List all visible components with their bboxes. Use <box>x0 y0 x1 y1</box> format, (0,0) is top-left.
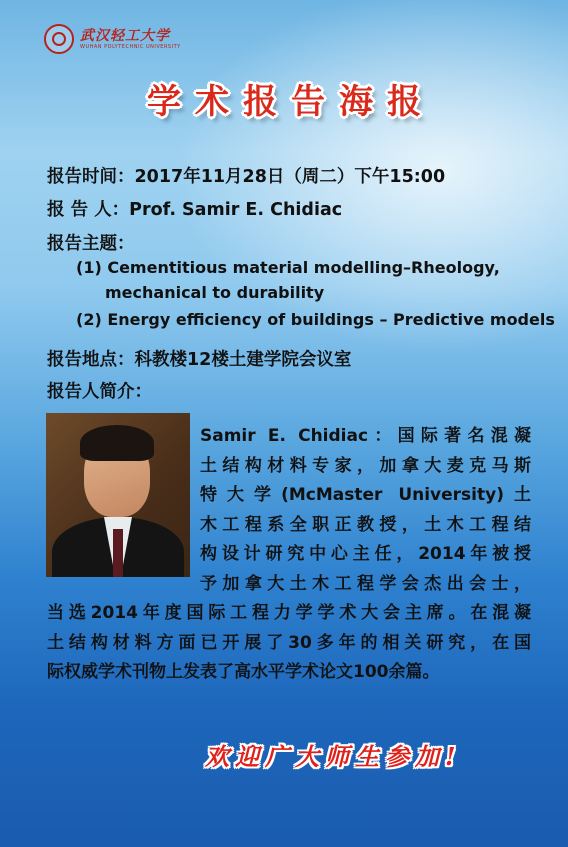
bio-line: 土结构材料方面已开展了30多年的相关研究，在国 <box>47 632 531 653</box>
report-time: 报告时间：2017年11月28日（周二）下午15:00 <box>47 167 446 187</box>
report-venue: 报告地点：科教楼12楼土建学院会议室 <box>47 350 352 370</box>
bio-line: 木工程系全职正教授，土木工程结 <box>200 514 531 535</box>
bio-line: 特大学(McMaster University)土 <box>200 485 531 505</box>
topic-2: (2) Energy efficiency of buildings – Predictive models <box>76 310 555 329</box>
logo-name-cn: 武汉轻工大学 <box>80 27 170 44</box>
report-speaker: 报 告 人：Prof. Samir E. Chidiac <box>47 200 343 220</box>
speaker-bio <box>47 422 531 688</box>
bio-line: 际权威学术刊物上发表了高水平学术论文100余篇。 <box>47 662 440 682</box>
welcome-message: 欢迎广大师生参加! <box>205 742 462 771</box>
bio-line: 土结构材料专家，加拿大麦克马斯 <box>200 455 531 476</box>
topic-heading: 报告主题： <box>47 234 135 254</box>
bio-line: Samir E. Chidiac：国际著名混凝 <box>200 426 531 446</box>
logo-name-en: WUHAN POLYTECHNIC UNIVERSITY <box>80 43 181 50</box>
university-logo <box>44 24 181 54</box>
bio-heading: 报告人简介： <box>47 382 152 402</box>
poster-title: 学术报告海报 <box>147 82 435 122</box>
topic-1-continued: mechanical to durability <box>105 283 325 302</box>
bio-line: 当选2014年度国际工程力学学术大会主席。在混凝 <box>47 603 531 623</box>
bio-line: 构设计研究中心主任，2014年被授 <box>200 544 531 564</box>
university-seal-icon <box>44 24 74 54</box>
bio-line: 予加拿大土木工程学会杰出会士， <box>200 573 531 594</box>
topic-1: (1) Cementitious material modelling–Rheology, <box>76 258 500 277</box>
